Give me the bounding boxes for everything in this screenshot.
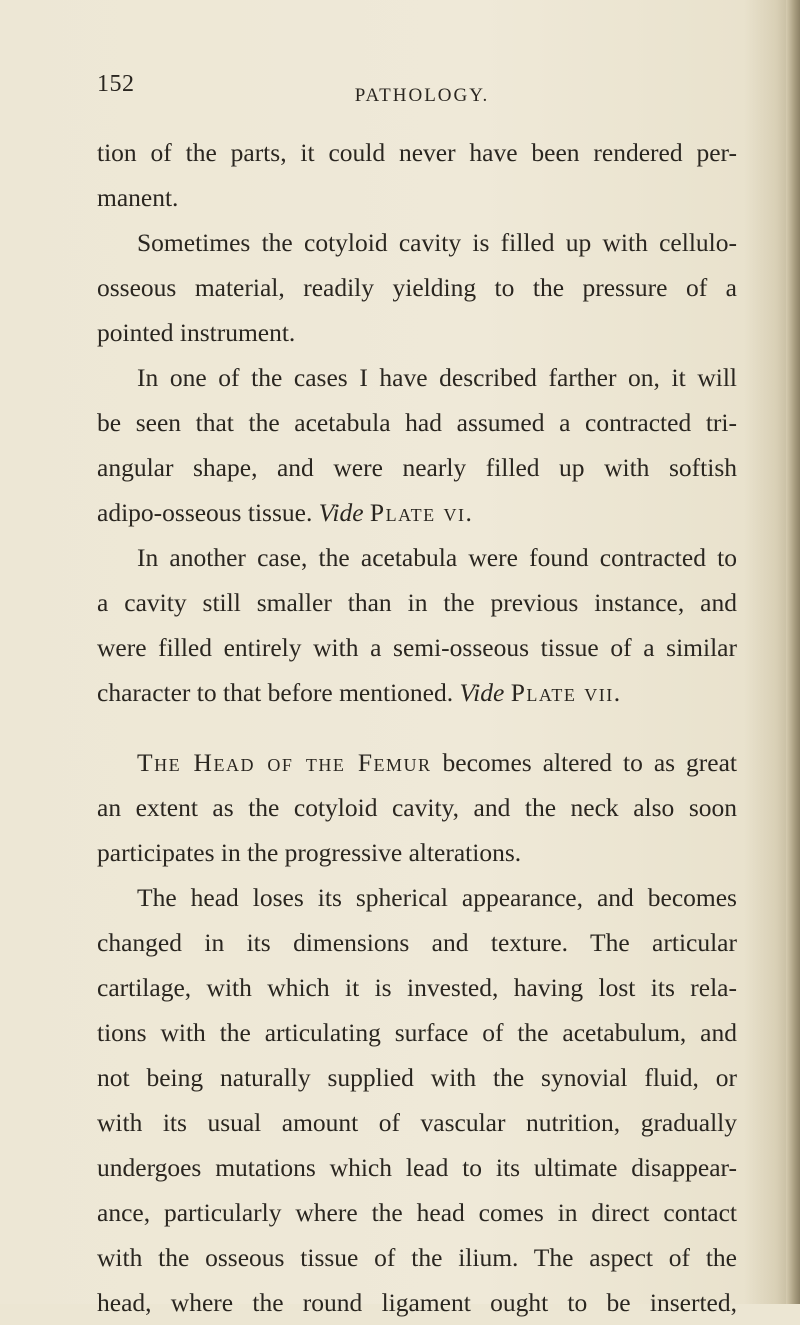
running-head-title: PATHOLOGY. [354,85,490,106]
section-heading: The Head of the Femur [137,748,432,777]
paragraph [97,355,737,535]
page-edge-shadow [786,0,800,1304]
text-line: manent. [97,183,179,212]
body-text [97,130,737,1325]
text-line: were filled entirely with a semi-osseous tissue of a similar [97,633,737,662]
vide-reference: Vide [459,678,505,707]
text-line: cartilage, with which it is invested, having lost its rela- [97,973,737,1002]
text-line: tion of the parts, it could never have been rendered per- [97,138,737,167]
text-line: undergoes mutations which lead to its ultimate disappear- [97,1153,737,1182]
text-line: In another case, the acetabula were found contracted to [137,543,737,572]
plate-reference: Plate vii. [510,678,622,707]
text-line: changed in its dimensions and texture. The articular [97,928,737,957]
text-fragment: character to that before mentioned. [97,678,454,707]
text-line: osseous material, readily yielding to the pressure of a [97,273,737,302]
text-fragment: becomes altered to as great [442,748,738,777]
text-line: pointed instrument. [97,318,296,347]
text-line [97,490,737,535]
text-line: with the osseous tissue of the ilium. The aspect of the [97,1243,737,1272]
running-head [0,86,800,105]
plate-reference: Plate vi. [369,498,474,527]
text-line: with its usual amount of vascular nutrition, gradually [97,1108,737,1137]
text-line: a cavity still smaller than in the previous instance, and [97,588,737,617]
text-line: Sometimes the cotyloid cavity is filled up with cellulo- [137,228,737,257]
text-line: angular shape, and were nearly filled up with softish [97,453,737,482]
text-line: tions with the articulating surface of the acetabulum, and [97,1018,737,1047]
text-line: an extent as the cotyloid cavity, and the neck also soon [97,793,737,822]
paragraph [97,535,737,715]
text-line: In one of the cases I have described farther on, it will [137,363,737,392]
text-line: be seen that the acetabula had assumed a contracted tri- [97,408,737,437]
text-line: head, where the round ligament ought to be inserted, [97,1288,737,1317]
text-line [97,670,737,715]
text-fragment: adipo-osseous tissue. [97,498,313,527]
paragraph [97,130,737,220]
page-number: 152 [97,71,135,97]
vide-reference: Vide [318,498,364,527]
paragraph [97,740,737,875]
paragraph [97,875,737,1325]
text-line: not being naturally supplied with the synovial fluid, or [97,1063,737,1092]
text-line [97,740,737,785]
text-line: participates in the progressive alterations. [97,838,522,867]
text-line: The head loses its spherical appearance, and becomes [137,883,737,912]
text-line: ance, particularly where the head comes in direct contact [97,1198,737,1227]
paragraph [97,220,737,355]
section-gap [97,715,737,740]
